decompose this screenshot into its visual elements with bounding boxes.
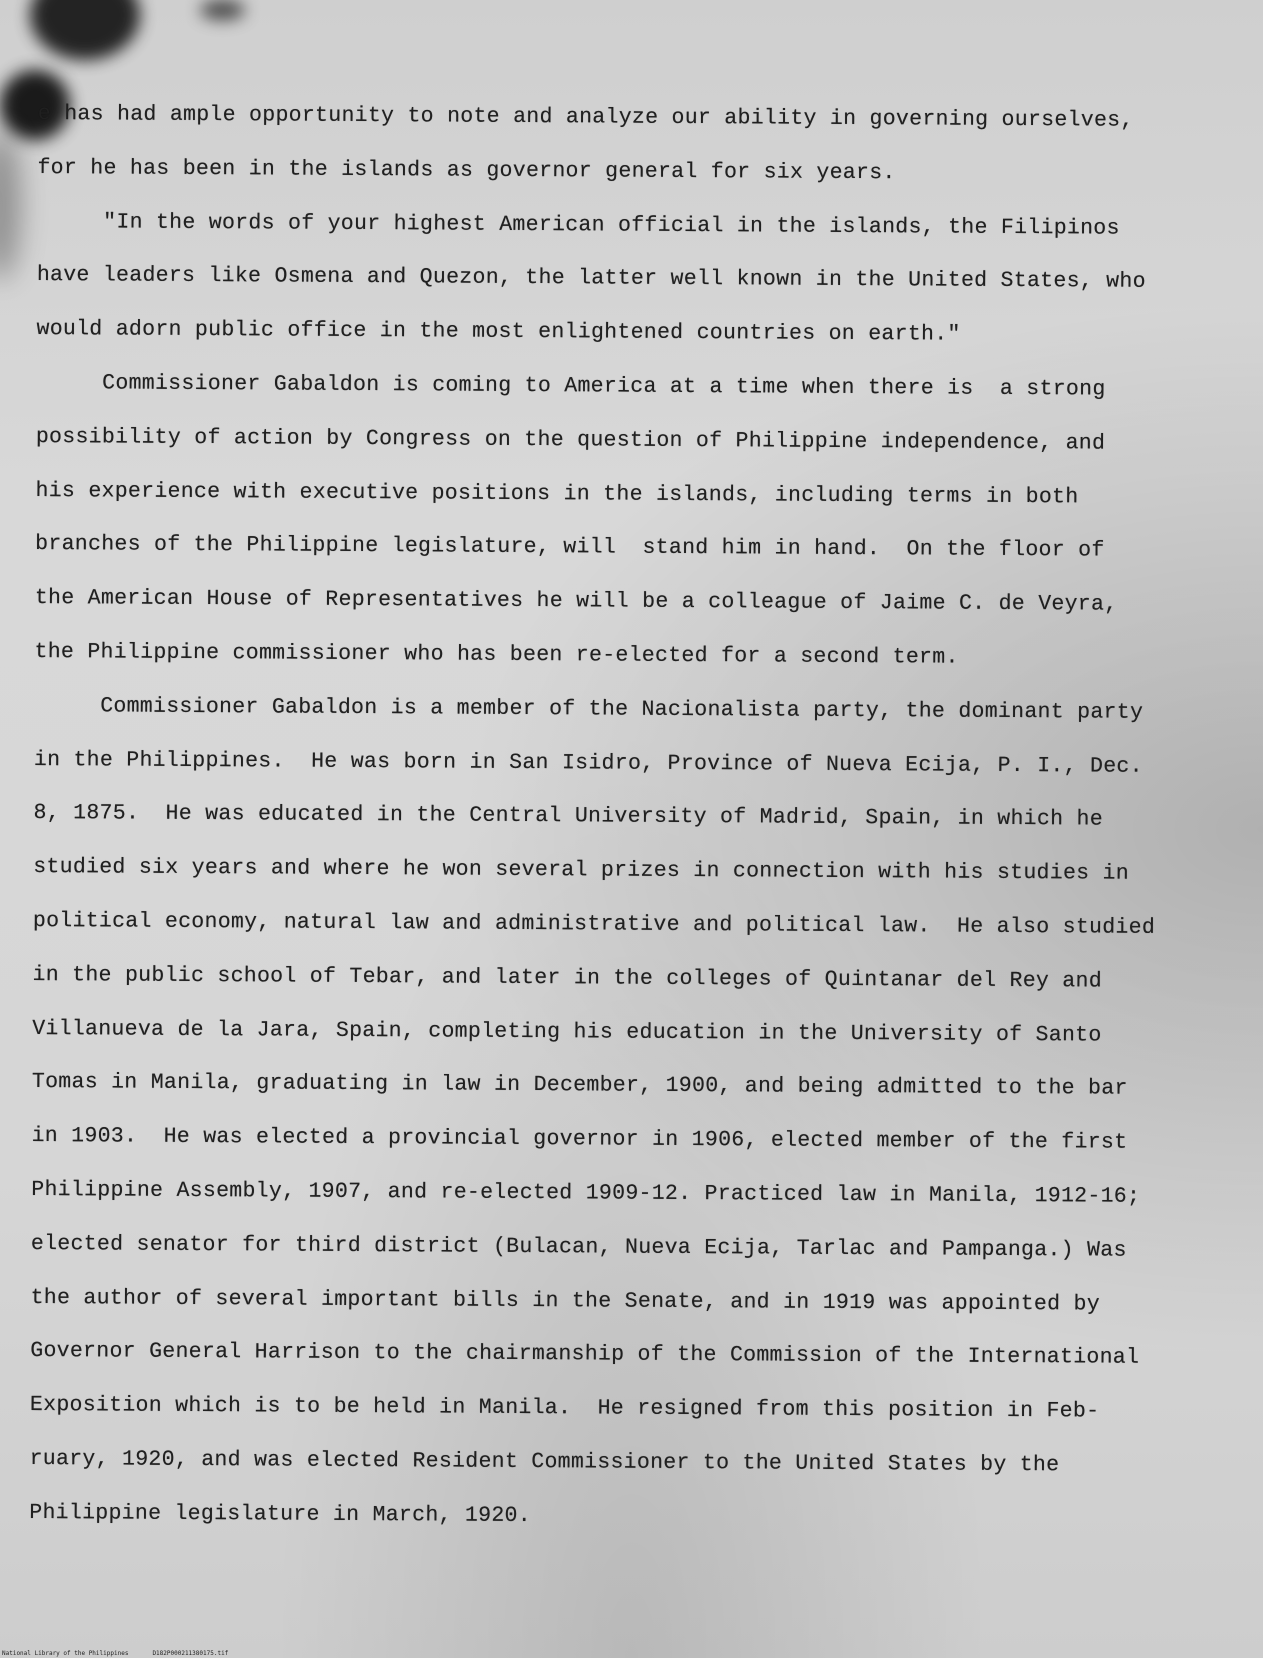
text-line: e has had ample opportunity to note and analyze our ability in governing ourselves, (37, 101, 1134, 133)
text-line: Villanueva de la Jara, Spain, completing his education in the University of Santo (32, 1016, 1102, 1048)
text-line: 8, 1875. He was educated in the Central University of Madrid, Spain, in which he (33, 801, 1103, 832)
text-line: Commissioner Gabaldon is coming to America at a time when there is a strong (36, 370, 1106, 402)
text-line: his experience with executive positions in the islands, including terms in both (35, 478, 1079, 509)
text-line: Exposition which is to be held in Manila. He resigned from this position in Feb- (29, 1393, 1100, 1424)
text-line: Commissioner Gabaldon is a member of the Nacionalista party, the dominant party (34, 693, 1144, 725)
text-line: in the Philippines. He was born in San Isidro, Province of Nueva Ecija, P. I., Dec. (33, 747, 1143, 779)
library-name: National Library of the Philippines (2, 1650, 129, 1657)
text-line: "In the words of your highest American official in the islands, the Filipinos (37, 209, 1120, 241)
text-line: Governor General Harrison to the chairmanship of the Commission of the International (30, 1339, 1140, 1371)
typewritten-text (29, 88, 1228, 1548)
text-line: Philippine legislature in March, 1920. (29, 1500, 532, 1528)
archive-footer (2, 1650, 252, 1658)
text-line: political economy, natural law and administrative and political law. He also studied (32, 908, 1156, 940)
text-line: Tomas in Manila, graduating in law in December, 1900, and being admitted to the bar (31, 1070, 1128, 1102)
ink-blot (30, 0, 140, 60)
text-line: studied six years and where he won several prizes in connection with his studies in (33, 855, 1130, 886)
text-line: the American House of Representatives he will be a colleague of Jaime C. de Veyra, (34, 586, 1118, 617)
text-line: in 1903. He was elected a provincial governor in 1906, elected member of the first (31, 1124, 1128, 1155)
text-line: possibility of action by Congress on the question of Philippine independence, and (35, 424, 1106, 456)
text-line: the Philippine commissioner who has been re-elected for a second term. (34, 639, 959, 670)
text-line: for he has been in the islands as governor general for six years. (37, 155, 896, 186)
text-line: branches of the Philippine legislature, will stand him in hand. On the floor of (35, 532, 1105, 563)
text-line: elected senator for third district (Bulacan, Nueva Ecija, Tarlac and Pampanga.) Was (30, 1231, 1127, 1263)
text-line: ruary, 1920, and was elected Resident Commissioner to the United States by the (29, 1446, 1060, 1478)
text-line: the author of several important bills in the Senate, and in 1919 was appointed by (30, 1285, 1101, 1317)
text-line: Philippine Assembly, 1907, and re-elected 1909-12. Practiced law in Manila, 1912-16; (31, 1177, 1141, 1209)
ink-smudge (0, 130, 20, 280)
ink-blot (200, 0, 245, 20)
file-id: D182P000211380175.tif (152, 1650, 229, 1657)
text-line: would adorn public office in the most enlightened countries on earth." (36, 317, 961, 347)
text-line: have leaders like Osmena and Quezon, the latter well known in the United States, who (36, 263, 1146, 295)
text-line: in the public school of Tebar, and later in the colleges of Quintanar del Rey and (32, 962, 1103, 994)
